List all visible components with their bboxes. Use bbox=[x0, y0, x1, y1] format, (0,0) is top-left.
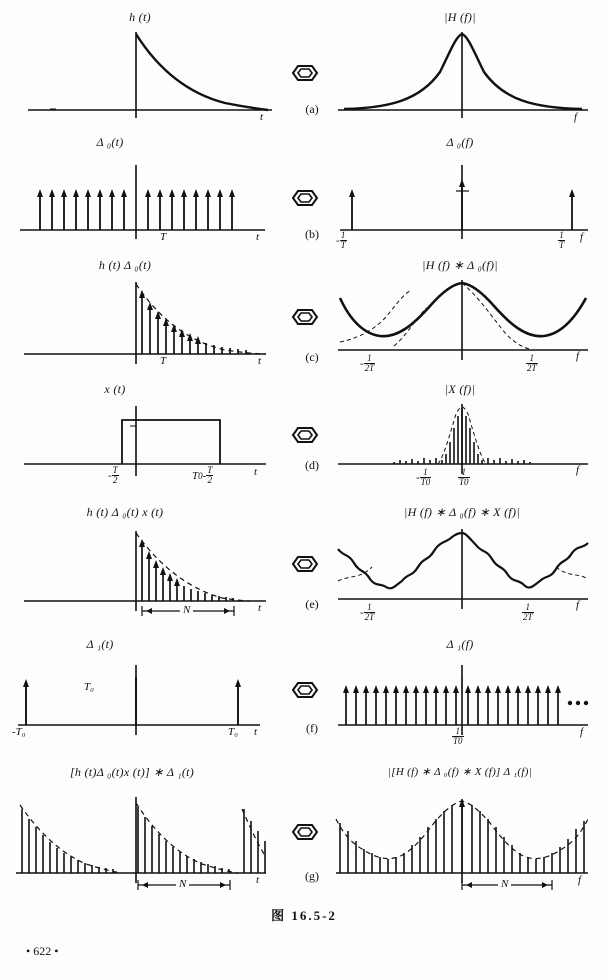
plot-d-left bbox=[10, 382, 280, 502]
annotation-c-right-pos: $\frac{1}{2T}$ bbox=[527, 353, 537, 374]
axis-label-a-left: t bbox=[260, 111, 264, 123]
axis-label-c-left: t bbox=[258, 355, 262, 367]
row-label-e: (e) bbox=[305, 597, 319, 611]
axis-label-b-left: t bbox=[256, 231, 260, 243]
panel-d-left-title: x (t) bbox=[104, 382, 126, 396]
annotation-f-left-T0-value: T₀ bbox=[84, 681, 94, 693]
figure-row-e bbox=[0, 505, 608, 625]
fourier-pair-marker-d bbox=[287, 424, 323, 446]
axis-label-d-left: t bbox=[254, 466, 258, 478]
fourier-pair-marker-f bbox=[287, 679, 323, 701]
axis-label-c-right: f bbox=[576, 350, 580, 362]
panel-b-right bbox=[330, 135, 598, 255]
annotation-f-left-neg: -T₀ bbox=[12, 726, 26, 738]
annotation-e-left-N: N bbox=[180, 604, 193, 616]
fourier-pair-marker-a bbox=[287, 62, 323, 84]
plot-g-right bbox=[330, 765, 598, 905]
row-label-b: (b) bbox=[305, 227, 319, 241]
plot-f-right bbox=[330, 637, 598, 757]
panel-c-left-title: h (t) Δ ₀(t) bbox=[98, 258, 152, 272]
annotation-d-right-neg: - $\frac{1}{T0}$ bbox=[416, 467, 431, 488]
panel-g-left bbox=[10, 765, 280, 905]
axis-label-f-left: t bbox=[254, 726, 258, 738]
panel-g-right bbox=[330, 765, 598, 905]
panel-d-left bbox=[10, 382, 280, 502]
plot-a-left bbox=[10, 10, 280, 130]
panel-b-left-title: Δ ₀(t) bbox=[96, 135, 124, 149]
figure-row-b bbox=[0, 135, 608, 255]
axis-label-g-left: t bbox=[256, 874, 260, 886]
fourier-pair-marker-b bbox=[287, 187, 323, 209]
panel-d-right-title: |X (f)| bbox=[444, 382, 476, 396]
panel-e-left bbox=[10, 505, 280, 625]
panel-c-left bbox=[10, 258, 280, 378]
panel-b-right-title: Δ ₀(f) bbox=[446, 135, 474, 149]
annotation-b-right-pos: $\frac{1}{T}$ bbox=[559, 230, 565, 251]
row-label-d: (d) bbox=[305, 458, 319, 472]
panel-b-left bbox=[10, 135, 280, 255]
figure-row-f bbox=[0, 637, 608, 757]
panel-a-right bbox=[330, 10, 598, 130]
panel-e-right bbox=[330, 505, 598, 625]
fourier-pair-marker-e bbox=[287, 553, 323, 575]
panel-e-right-title: |H (f) ∗ Δ ₀(f) ∗ X (f)| bbox=[404, 505, 520, 519]
plot-c-left bbox=[10, 258, 280, 378]
plot-e-left bbox=[10, 505, 280, 625]
axis-label-b-right: f bbox=[580, 231, 584, 243]
panel-g-left-title: [h (t)Δ ₀(t)x (t)] ∗ Δ ₁(t) bbox=[69, 765, 195, 779]
annotation-e-right-pos: $\frac{1}{2T}$ bbox=[523, 602, 533, 623]
panel-f-left bbox=[10, 637, 280, 757]
panel-e-left-title: h (t) Δ ₀(t) x (t) bbox=[86, 505, 164, 519]
figure-row-d bbox=[0, 382, 608, 502]
row-label-g: (g) bbox=[305, 869, 319, 883]
axis-label-g-right: f bbox=[578, 874, 582, 886]
axis-label-e-left: t bbox=[258, 602, 262, 614]
annotation-f-left-pos: T₀ bbox=[228, 726, 238, 738]
figure-row-c bbox=[0, 258, 608, 378]
annotation-g-right-N: N bbox=[498, 878, 511, 890]
panel-c-right bbox=[330, 258, 598, 378]
annotation-g-left-N: N bbox=[176, 878, 189, 890]
figure-row-g bbox=[0, 765, 608, 905]
annotation-f-right-1overT0: $\frac{1}{T0}$ bbox=[453, 726, 463, 747]
annotation-d-right-pos: $\frac{1}{T0}$ bbox=[459, 467, 469, 488]
panel-d-right bbox=[330, 382, 598, 502]
panel-a-right-title: |H (f)| bbox=[444, 10, 476, 24]
panel-f-right bbox=[330, 637, 598, 757]
axis-label-e-right: f bbox=[576, 599, 580, 611]
plot-a-right bbox=[330, 10, 598, 130]
annotation-b-left-T: T bbox=[160, 231, 167, 243]
row-label-c: (c) bbox=[305, 350, 319, 364]
fourier-pair-marker-g bbox=[287, 821, 323, 843]
annotation-e-right-neg: - $\frac{1}{2T}$ bbox=[360, 602, 375, 623]
plot-b-left bbox=[10, 135, 280, 255]
panel-a-left-title: h (t) bbox=[129, 10, 151, 24]
axis-label-d-right: f bbox=[576, 464, 580, 476]
plot-g-left bbox=[10, 765, 280, 905]
annotation-d-left-end: T0- $\frac{T}{2}$ bbox=[192, 465, 213, 486]
page-number: • 622 • bbox=[26, 944, 59, 958]
annotation-c-right-neg: - $\frac{1}{2T}$ bbox=[360, 353, 375, 374]
annotation-d-left-start: - $\frac{T}{2}$ bbox=[108, 465, 118, 486]
axis-label-f-right: f bbox=[580, 726, 584, 738]
fourier-pair-marker-c bbox=[287, 306, 323, 328]
figure-caption: 图 16.5-2 bbox=[271, 908, 337, 923]
row-label-f: (f) bbox=[306, 721, 318, 735]
figure-row-a bbox=[0, 10, 608, 130]
panel-a-left bbox=[10, 10, 280, 130]
annotation-c-left-T: T bbox=[160, 355, 167, 367]
panel-f-left-title: Δ ₁(t) bbox=[86, 637, 114, 651]
plot-f-left bbox=[10, 637, 280, 757]
annotation-b-right-neg: - $\frac{1}{T}$ bbox=[336, 230, 346, 251]
panel-c-right-title: |H (f) ∗ Δ ₀(f)| bbox=[422, 258, 498, 272]
panel-f-right-title: Δ ₁(f) bbox=[446, 637, 474, 651]
panel-g-right-title: |[H (f) ∗ Δ ₀(f) ∗ X (f)] Δ ₁(f)| bbox=[387, 766, 533, 778]
axis-label-a-right: f bbox=[574, 111, 578, 123]
row-label-a: (a) bbox=[305, 102, 319, 116]
